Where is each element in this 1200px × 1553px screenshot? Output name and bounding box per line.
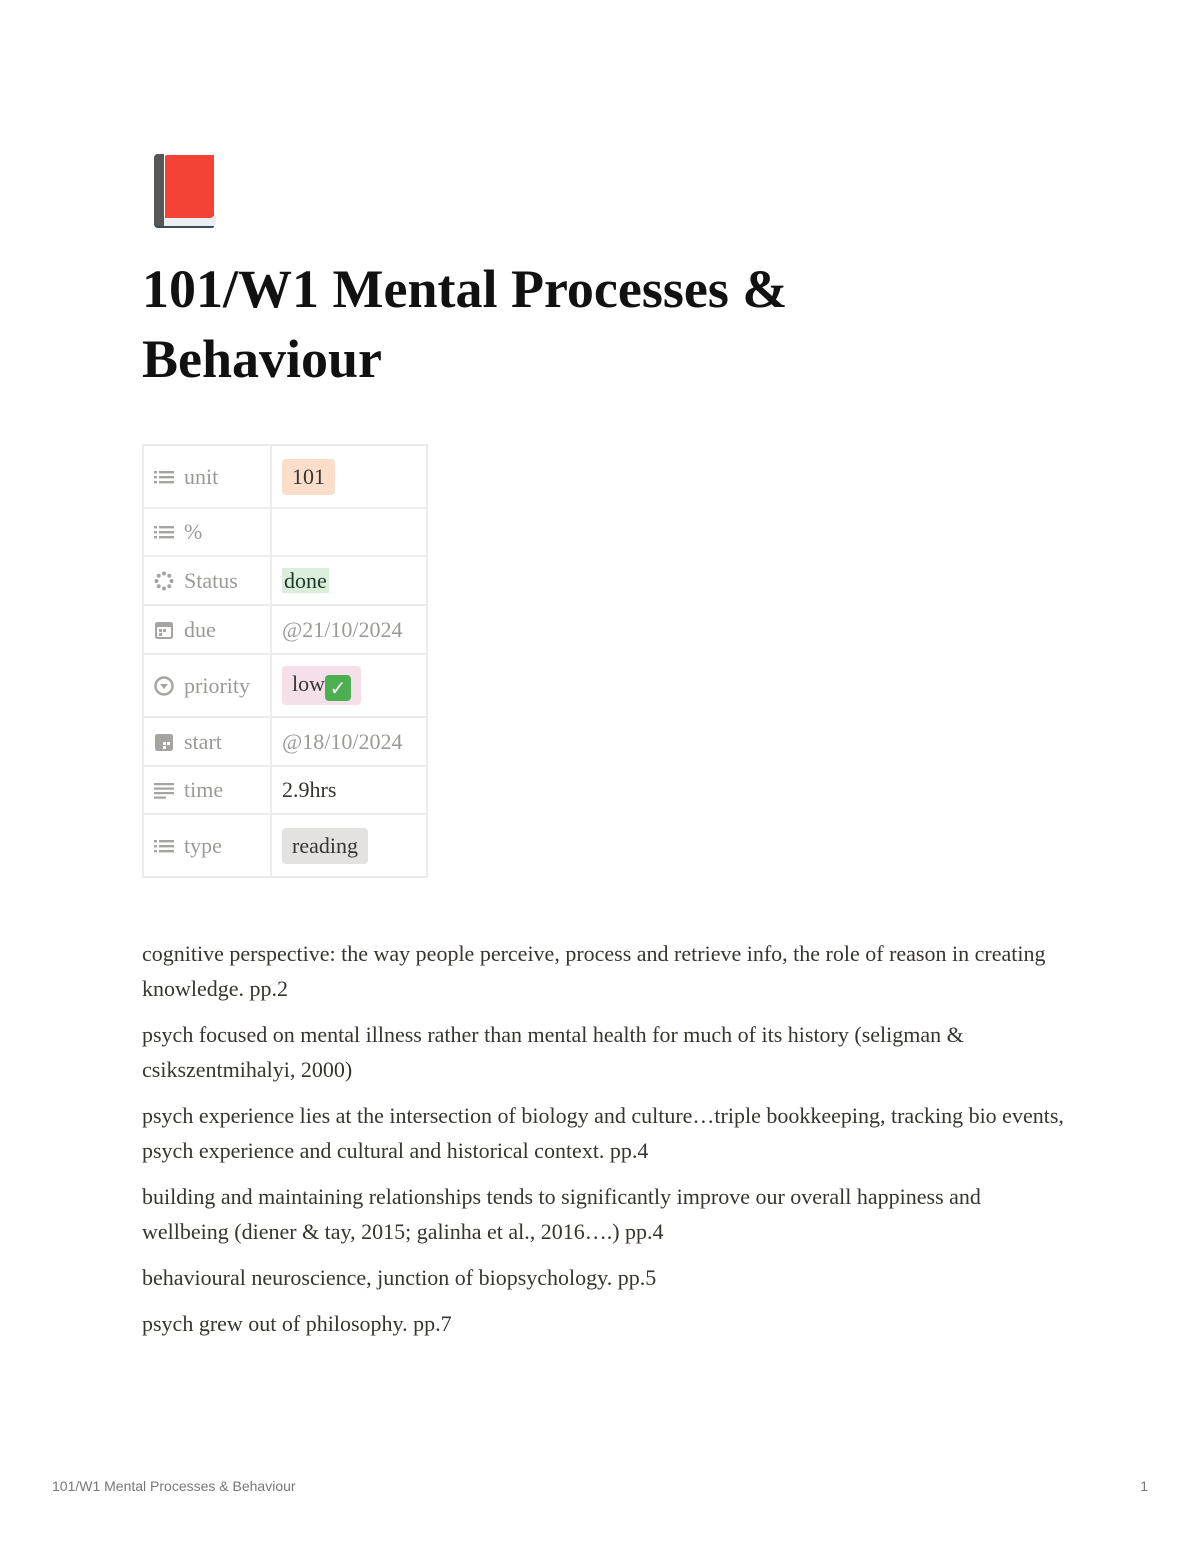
property-name-cell[interactable] (143, 556, 271, 605)
property-value-cell[interactable] (271, 556, 427, 605)
property-value-cell[interactable] (271, 605, 427, 654)
list-icon (154, 838, 174, 854)
property-row-start[interactable] (143, 717, 427, 766)
property-name-cell[interactable] (143, 654, 271, 717)
property-row-priority[interactable] (143, 654, 427, 717)
property-name-cell[interactable] (143, 605, 271, 654)
property-name-cell[interactable] (143, 508, 271, 556)
footer-page-number: 1 (1140, 1478, 1148, 1494)
property-label: % (184, 519, 203, 544)
select-chevron-icon (154, 676, 174, 696)
property-row-unit[interactable] (143, 445, 427, 508)
property-value-cell[interactable] (271, 814, 427, 877)
page-title[interactable]: 101/W1 Mental Processes & Behaviour (142, 259, 788, 389)
property-row-type[interactable] (143, 814, 427, 877)
property-name-cell[interactable] (143, 766, 271, 814)
status-value[interactable]: done (284, 567, 327, 593)
property-value-cell[interactable] (271, 717, 427, 766)
property-label: due (184, 616, 216, 642)
property-label: Status (184, 567, 238, 593)
calendar-icon (154, 620, 174, 640)
note-paragraph[interactable]: cognitive perspective: the way people perceive, process and retrieve info, the role of reason in creating knowledge. pp.2 (142, 941, 1046, 1001)
property-label: time (184, 777, 224, 802)
due-date-value[interactable]: @21/10/2024 (282, 616, 403, 642)
note-paragraph[interactable]: psych experience lies at the intersection of biology and culture…triple bookkeeping, tracking bio events, psych experience and cultural and historical context. pp.4 (142, 1103, 1064, 1163)
time-value[interactable]: 2.9hrs (282, 777, 337, 802)
property-row-percent[interactable] (143, 508, 427, 556)
property-row-time[interactable] (143, 766, 427, 814)
property-value-cell[interactable] (271, 445, 427, 508)
text-lines-icon (154, 781, 174, 799)
footer-title: 101/W1 Mental Processes & Behaviour (52, 1478, 296, 1494)
property-label: start (184, 728, 222, 754)
unit-tag[interactable]: 101 (282, 459, 335, 495)
note-paragraph[interactable]: behavioural neuroscience, junction of biopsychology. pp.5 (142, 1265, 657, 1290)
property-label: unit (184, 463, 219, 489)
note-paragraph[interactable]: building and maintaining relationships tends to significantly improve our overall happiness and wellbeing (diener & tay, 2015; galinha et al., 2016….) pp.4 (142, 1184, 981, 1244)
property-name-cell[interactable] (143, 445, 271, 508)
list-icon (154, 524, 174, 540)
property-name-cell[interactable] (143, 814, 271, 877)
start-date-value[interactable]: @18/10/2024 (282, 728, 403, 754)
priority-label: low (292, 671, 325, 696)
property-label: type (184, 832, 222, 858)
list-icon (154, 469, 174, 485)
note-paragraph[interactable]: psych focused on mental illness rather than mental health for much of its history (seligman & csikszentmihalyi, 2000) (142, 1022, 964, 1082)
note-paragraph[interactable]: psych grew out of philosophy. pp.7 (142, 1311, 452, 1336)
property-value-cell[interactable] (271, 654, 427, 717)
status-spinner-icon (154, 571, 174, 591)
property-value-cell[interactable] (271, 508, 427, 556)
property-value-cell[interactable] (271, 766, 427, 814)
white-check-mark-icon: ✓ (325, 675, 351, 701)
calendar-icon (154, 732, 174, 752)
notes-body (142, 936, 1072, 1341)
property-name-cell[interactable] (143, 717, 271, 766)
type-tag[interactable]: reading (282, 828, 368, 864)
property-row-status[interactable] (143, 556, 427, 605)
red-book-icon[interactable] (152, 150, 224, 232)
property-row-due[interactable] (143, 605, 427, 654)
property-label: priority (184, 672, 250, 698)
page-content (142, 150, 1072, 1352)
priority-tag[interactable] (282, 666, 361, 705)
properties-table (142, 444, 428, 878)
